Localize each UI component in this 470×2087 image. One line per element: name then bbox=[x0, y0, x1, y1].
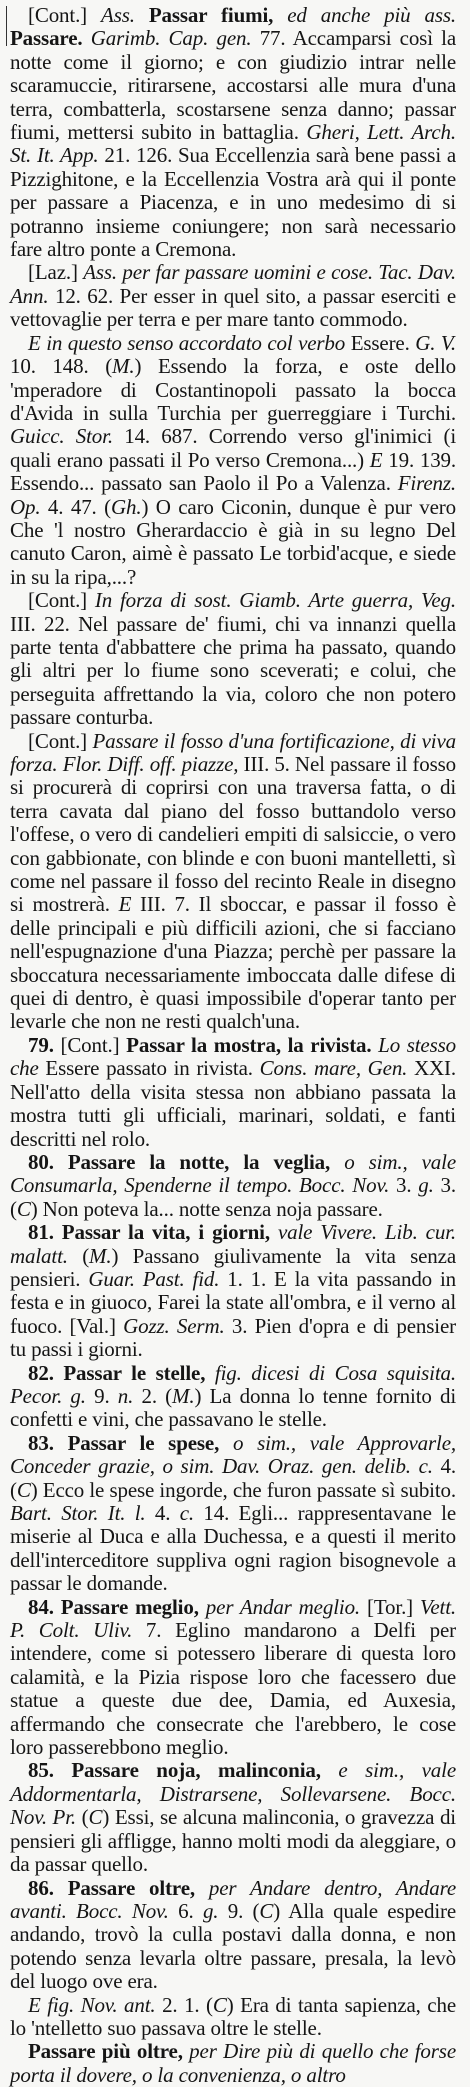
headword: 84. Passare meglio, bbox=[28, 1594, 199, 1619]
body-text: 4. ( bbox=[10, 1454, 456, 1502]
body-text: 12. 62. Per esser in quel sito, a passar eserciti e vettovaglie per terra e per mare tanto commodo. bbox=[10, 283, 456, 332]
paragraph-p11 bbox=[10, 1596, 456, 1760]
body-text: ) La donna lo tenne fornito di confetti e vini, che passavano le stelle. bbox=[10, 1383, 457, 1432]
italic-text: Ass. bbox=[101, 3, 149, 27]
body-text: 14. 687. Correndo verso gl'inimici (i quali erano passati il Po verso Cremona...) bbox=[10, 424, 456, 472]
italic-text: C bbox=[16, 1196, 31, 1221]
body-text: XXI. Nell'atto della visita stessa non abbiano passata la mostra tutti gli ufficiali, marinari, soldati, e fanti descritti nel rolo. bbox=[10, 1056, 457, 1151]
italic-text: Firenz. Op. bbox=[10, 471, 456, 519]
paragraph-p9 bbox=[10, 1362, 456, 1432]
italic-text: Garimb. Cap. gen. bbox=[82, 26, 252, 51]
italic-text: Gheri, Lett. Arch. St. It. App. bbox=[10, 120, 457, 168]
italic-text: C bbox=[212, 1992, 227, 2017]
body-text: 2. ( bbox=[133, 1383, 172, 1408]
body-text: 3. bbox=[389, 1173, 419, 1198]
body-text: 9. bbox=[85, 1383, 118, 1408]
headword: Passare più oltre, bbox=[28, 2039, 183, 2064]
italic-text: Lo stesso che bbox=[10, 1032, 456, 1081]
paragraph-p4 bbox=[10, 589, 456, 729]
italic-text: c. bbox=[179, 1501, 194, 1525]
italic-text: Bart. Stor. It. l. bbox=[10, 1501, 146, 1525]
body-text: [Cont.] bbox=[28, 588, 95, 613]
headword: 81. Passar la vita, i giorni, bbox=[28, 1220, 270, 1245]
body-text: ) Non poteva la... notte senza noja passare. bbox=[30, 1196, 383, 1221]
body-text: 3. Pien d'opra e di pensier tu passi i giorni. bbox=[10, 1313, 456, 1362]
body-text: ) Essendo la forza, e oste dello 'mperadore di Costantinopoli passato la bocca d'Avida in sulla Turchia per guerreggiare i Turchi. bbox=[10, 354, 456, 425]
body-text: [Cont.] bbox=[28, 3, 102, 27]
headword: Passare. bbox=[10, 26, 83, 51]
body-text: Essere passato in rivista. bbox=[38, 1056, 260, 1081]
body-text: 14. Egli... rappresentavane le miserie al Duca e alla Duchessa, e a questi il merito dell'interceditore suppliva ogni ragion bisognevole a passar le domande. bbox=[10, 1501, 456, 1596]
italic-text: per Andare dentro, Andare avanti. Bocc. Nov. bbox=[10, 1875, 457, 1923]
paragraph-p8 bbox=[10, 1221, 456, 1361]
paragraph-p1 bbox=[10, 4, 456, 261]
body-text: 1. 1. E la vita passando in festa e in giuoco, Farei la state all'ombra, e il verno al fuoco. [Val.] bbox=[10, 1266, 456, 1338]
body-text: 2. 1. ( bbox=[155, 1992, 213, 2017]
body-text: ) Era di tanta sapienza, che lo 'ntelletto suo passava oltre le stelle. bbox=[10, 1992, 456, 2040]
italic-text: n. bbox=[117, 1383, 134, 1408]
paragraph-p13 bbox=[10, 1877, 456, 1994]
italic-text: E fig. Nov. ant. bbox=[28, 1992, 156, 2017]
paragraph-p7 bbox=[10, 1151, 456, 1221]
paragraph-p12 bbox=[10, 1759, 456, 1876]
italic-text: per Andar meglio. bbox=[198, 1594, 361, 1619]
italic-text: In forza di sost. Giamb. Arte guerra, Veg. bbox=[94, 588, 456, 613]
italic-text: Guicc. Stor. bbox=[10, 424, 113, 449]
italic-text: E bbox=[118, 892, 132, 917]
italic-text: M. bbox=[112, 354, 135, 379]
text-body bbox=[10, 4, 456, 2087]
body-text: 7. Eglino mandarono a Delfi per intendere, come si potessero liberare di questa loro calamità, e la Pizia rispose loro che facessero due statue a queste due dee, Damia, ed Auxesia, affermando che consecrate che l'arebbero, le cose loro passerebbono meglio. bbox=[10, 1618, 456, 1760]
headword: Passar fiumi, bbox=[148, 3, 274, 27]
paragraph-p6 bbox=[10, 1034, 456, 1151]
body-text: 4. bbox=[145, 1501, 180, 1525]
body-text: 21. 126. Sua Eccellenzia sarà bene passi a Pizzighitone, e la Eccellenzia Vostra arà qui il ponte per passare a Piacenza, e in uno medesimo di si potranno insieme coniungere; non sarà necessario fare altro ponte a Cremona. bbox=[10, 143, 457, 262]
paragraph-p2 bbox=[10, 261, 456, 331]
italic-text: g. bbox=[418, 1173, 434, 1198]
body-text: [Tor.] bbox=[360, 1594, 420, 1619]
body-text: [Cont.] bbox=[28, 728, 93, 753]
headword: 86. Passare oltre, bbox=[28, 1875, 195, 1900]
body-text: III. 7. Il sboccar, e passar il fosso è delle principali e più difficili azioni, che si facciano nell'espugnazione d'una Piazza; perchè per passare la sboccatura necessariamente imboccata dalle difese di quei di dentro, è quasi impossibile d'operar tanto per levarle che non ne resti qualch'una. bbox=[10, 892, 456, 1034]
headword: 85. Passare noja, malinconia, bbox=[28, 1758, 321, 1783]
italic-text: vale Vivere. Lib. cur. malatt. bbox=[10, 1220, 456, 1268]
italic-text: e sim., vale Addormentarla, Distrarsene, Sollevarsene. Bocc. Nov. Pr. bbox=[10, 1758, 456, 1830]
body-text: Essere. bbox=[345, 330, 416, 355]
italic-text: Gozz. Serm. bbox=[123, 1313, 225, 1338]
body-text: [Laz.] bbox=[28, 260, 84, 285]
italic-text: C bbox=[259, 1898, 274, 1923]
paragraph-p5 bbox=[10, 730, 456, 1034]
italic-text: o sim., vale Consumarla, Spenderne il tempo. Bocc. Nov. bbox=[10, 1149, 457, 1198]
italic-text: Ass. per far passare uomini e cose. Tac. Dav. Ann. bbox=[10, 260, 457, 308]
italic-text: ed anche più ass. bbox=[273, 3, 456, 27]
body-text: 3. ( bbox=[10, 1173, 456, 1221]
italic-text: g. bbox=[202, 1898, 219, 1923]
body-text: ) Ecco le spese ingorde, che furon passate sì subito. bbox=[30, 1477, 456, 1502]
italic-text: Guar. Past. fid. bbox=[88, 1266, 220, 1291]
body-text: 10. 148. ( bbox=[10, 354, 113, 379]
body-text: 4. 47. ( bbox=[40, 494, 111, 519]
italic-text: o sim., vale Approvarle, Conceder grazie, o sim. Dav. Oraz. gen. delib. c. bbox=[10, 1430, 456, 1479]
italic-text: Vett. P. Colt. Uliv. bbox=[10, 1594, 456, 1643]
italic-text: M. bbox=[89, 1243, 112, 1268]
paragraph-p15 bbox=[10, 2040, 456, 2087]
paragraph-p3 bbox=[10, 332, 456, 589]
italic-text: G. V. bbox=[415, 330, 456, 355]
italic-text: C bbox=[16, 1477, 31, 1502]
margin-rule bbox=[6, 6, 7, 46]
headword: 82. Passar le stelle, bbox=[28, 1360, 206, 1385]
italic-text: Passare il fosso d'una fortificazione, di viva forza. Flor. Diff. off. piazze, bbox=[10, 728, 456, 776]
body-text: ( bbox=[76, 1805, 89, 1830]
headword: 79. bbox=[28, 1032, 54, 1057]
headword: 83. Passar le spese, bbox=[28, 1430, 220, 1455]
body-text: ) O caro Ciconin, dunque è pur vero Che 'l nostro Gherardaccio è già in su legno Del canuto Caron, aimè è passato Le torbid'acque, e siede in su la ripa,...? bbox=[10, 494, 456, 589]
body-text: ) Essi, se alcuna malinconia, o gravezza di pensieri gli affligge, hanno molti modi da aleggiare, o da passar quello. bbox=[10, 1805, 456, 1877]
italic-text: C bbox=[88, 1805, 103, 1830]
body-text: ) Alla quale espedire andando, trovò la culla postavi dalla donna, e non potendo senza levarla oltre passare, presala, la levò del luogo ove era. bbox=[10, 1898, 457, 1994]
italic-text: fig. dicesi di Cosa squisita. Pecor. g. bbox=[10, 1360, 456, 1408]
italic-text: Cons. mare, Gen. bbox=[259, 1056, 408, 1081]
body-text: 6. bbox=[168, 1898, 203, 1923]
body-text: 19. 139. Essendo... passato san Paolo il Po a Valenza. bbox=[10, 447, 457, 496]
paragraph-p10 bbox=[10, 1432, 456, 1596]
body-text: 77. Accamparsi così la notte come il giorno; e con giudizio intrar nelle scaramuccie, ritirarsene, accostarsi alle mura d'una terra, combatterla, scostarsene senza danno; passar fiumi, mettersi subito in battaglia. bbox=[10, 26, 456, 145]
italic-text: E in questo senso accordato col verbo bbox=[28, 330, 346, 355]
italic-text: M. bbox=[172, 1383, 195, 1408]
paragraph-p14 bbox=[10, 1994, 456, 2041]
italic-text: E bbox=[369, 447, 383, 472]
body-text: III. 22. Nel passare de' fiumi, chi va innanzi quella parte tenta d'abbattere che prima ha passato, quando gli altri per lo fiume sono sceverati; e colui, che perseguita affrettando la via, coloro che non potero passare conturba. bbox=[10, 611, 456, 730]
italic-text: Gh. bbox=[110, 494, 142, 519]
italic-text: per Dire più di quello che forse porta il dovere, o la convenienza, o altro bbox=[10, 2039, 456, 2087]
body-text: ( bbox=[67, 1243, 90, 1268]
body-text: 9. ( bbox=[218, 1898, 260, 1923]
body-text: ) Passano giulivamente la vita senza pensieri. bbox=[10, 1243, 456, 1291]
body-text: [Cont.] bbox=[53, 1032, 127, 1057]
headword: 80. Passare la notte, la veglia, bbox=[28, 1149, 331, 1174]
headword: Passar la mostra, la rivista. bbox=[126, 1032, 372, 1057]
body-text: III. 5. Nel passare il fosso si procurerà di coprirsi con una traversa fatta, o di terra cavata dal piano del fosso buttandolo verso l'offese, o vero di candelieri empiti di salsiccie, o vero con gabbionate, con blinde e con buoni mantelletti, sì come nel passare il fosso del recinto Reale in disegno si mostrerà. bbox=[10, 752, 456, 917]
